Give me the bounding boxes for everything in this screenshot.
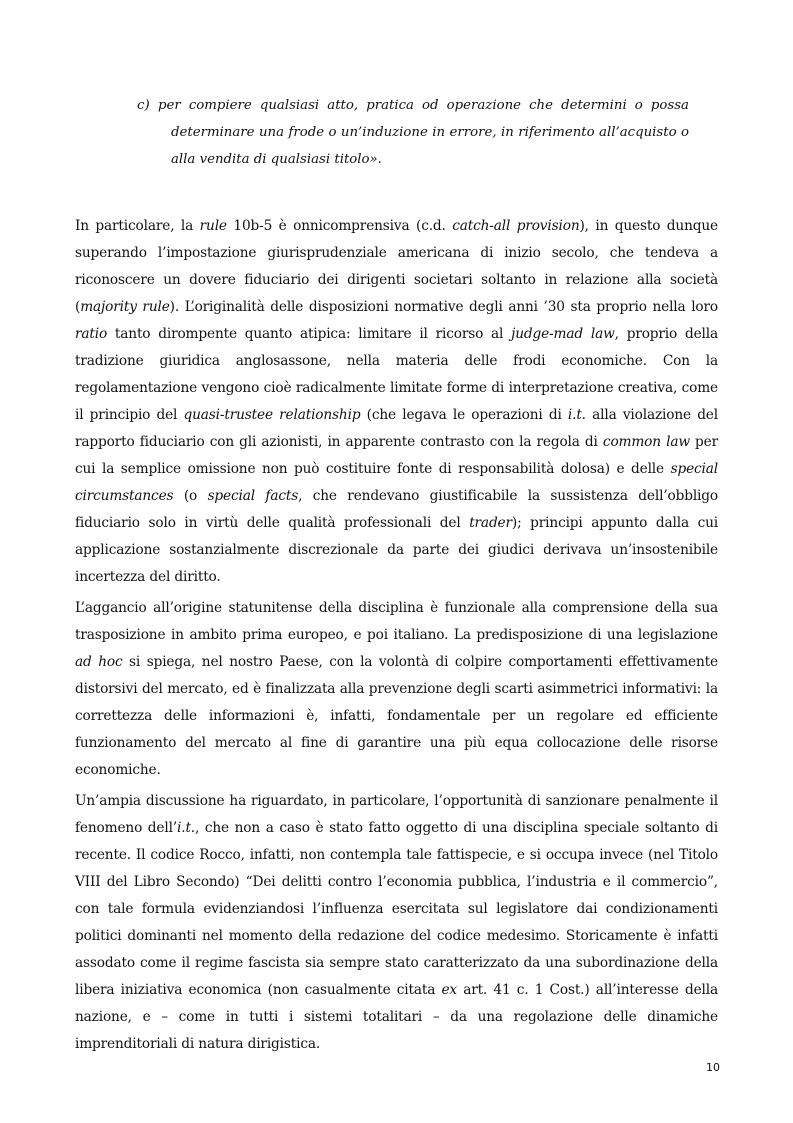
- italic-term: catch-all provision: [452, 217, 580, 234]
- text-run: , che non a caso è stato fatto oggetto di una disciplina speciale soltanto di recente. Il codice Rocco, infatti, non contempla tale fattispecie, e si occupa invece (nel Titolo VIII del Libro Secondo) “Dei delitti contro l’economia pubblica, l’industria e il commercio”, con tale formula evidenziandosi l’influenza esercitata sul legislatore dai condizionamenti politici dominanti nel momento della redazione del codice medesimo. Storicamente è infatti assodato come il regime fascista sia sempre stato caratterizzato da una subordinazione della libera iniziativa economica (non casualmente citata: [75, 819, 719, 998]
- text-run: 10b-5 è onnicomprensiva (c.d.: [226, 217, 453, 234]
- list-marker: c): [137, 98, 150, 113]
- quoted-clause-text: per compiere qualsiasi atto, pratica od operazione che determini o possa determinare una frode o un’induzione in errore, in riferimento all’acquisto o alla vendita di qualsiasi titolo».: [158, 98, 689, 167]
- italic-term: judge-mad law: [511, 325, 615, 342]
- text-run: L’aggancio all’origine statunitense della disciplina è funzionale alla comprensione della sua trasposizione in ambito prima europeo, e poi italiano. La predisposizione di una legislazione: [75, 599, 718, 643]
- italic-term: quasi-trustee relationship: [183, 406, 361, 423]
- italic-term: ratio: [75, 325, 108, 342]
- body-paragraph: [75, 788, 718, 1058]
- text-run: (o: [173, 487, 208, 504]
- body-paragraph: [75, 213, 718, 591]
- italic-term: special circumstances: [75, 460, 718, 504]
- text-run: Un’ampia discussione ha riguardato, in particolare, l’opportunità di sanzionare penalmente il fenomeno dell’: [75, 792, 718, 836]
- text-run: art. 41 c. 1 Cost.) all’interesse della nazione, e – come in tutti i sistemi totalitari – da una regolazione delle dinamiche imprenditoriali di natura dirigistica.: [75, 981, 718, 1052]
- italic-term: special facts: [207, 487, 299, 504]
- italic-term: ad hoc: [75, 653, 123, 670]
- italic-term: ex: [441, 981, 457, 998]
- text-run: , proprio della tradizione giuridica anglosassone, nella materia delle frodi economiche. Con la regolamentazione vengono cioè radicalmente limitate forme di interpretazione creativa, come il principio del: [75, 325, 718, 423]
- body-paragraph: [75, 595, 718, 784]
- text-run: per cui la semplice omissione non può costituire fonte di responsabilità dolosa) e delle: [75, 433, 719, 477]
- text-run: ); principi appunto dalla cui applicazione sostanzialmente discrezionale da parte dei giudici derivava un’insostenibile incertezza del diritto.: [75, 514, 718, 585]
- italic-term: rule: [199, 217, 227, 234]
- italic-term: common law: [602, 433, 690, 450]
- italic-term: majority rule: [80, 298, 170, 315]
- quoted-clause-c: [137, 92, 689, 173]
- italic-term: i.t.: [567, 406, 586, 423]
- page-number: 10: [706, 1061, 720, 1074]
- text-run: (che legava le operazioni di: [360, 406, 568, 423]
- text-run: tanto dirompente quanto atipica: limitare il ricorso al: [107, 325, 512, 342]
- text-run: , che rendevano giustificabile la sussistenza dell’obbligo fiduciario solo in virtù delle qualità professionali del: [75, 487, 718, 531]
- italic-term: i.t.: [177, 819, 196, 836]
- text-run: si spiega, nel nostro Paese, con la volontà di colpire comportamenti effettivamente distorsivi del mercato, ed è finalizzata alla prevenzione degli scarti asimmetrici informativi: la correttezza delle informazioni è, infatti, fondamentale per un regolare ed efficiente funzionamento del mercato al fine di garantire una più equa collocazione delle risorse economiche.: [75, 653, 718, 778]
- text-run: In particolare, la: [75, 217, 200, 234]
- text-run: ). L’originalità delle disposizioni normative degli anni ’30 sta proprio nella loro: [169, 298, 718, 315]
- text-run: alla violazione del rapporto fiduciario con gli azionisti, in apparente contrasto con la regola di: [75, 406, 718, 450]
- italic-term: trader: [469, 514, 512, 531]
- text-run: ), in questo dunque superando l’impostazione giurisprudenziale americana di inizio secolo, che tendeva a riconoscere un dovere fiduciario dei dirigenti societari soltanto in relazione alla società (: [75, 217, 718, 315]
